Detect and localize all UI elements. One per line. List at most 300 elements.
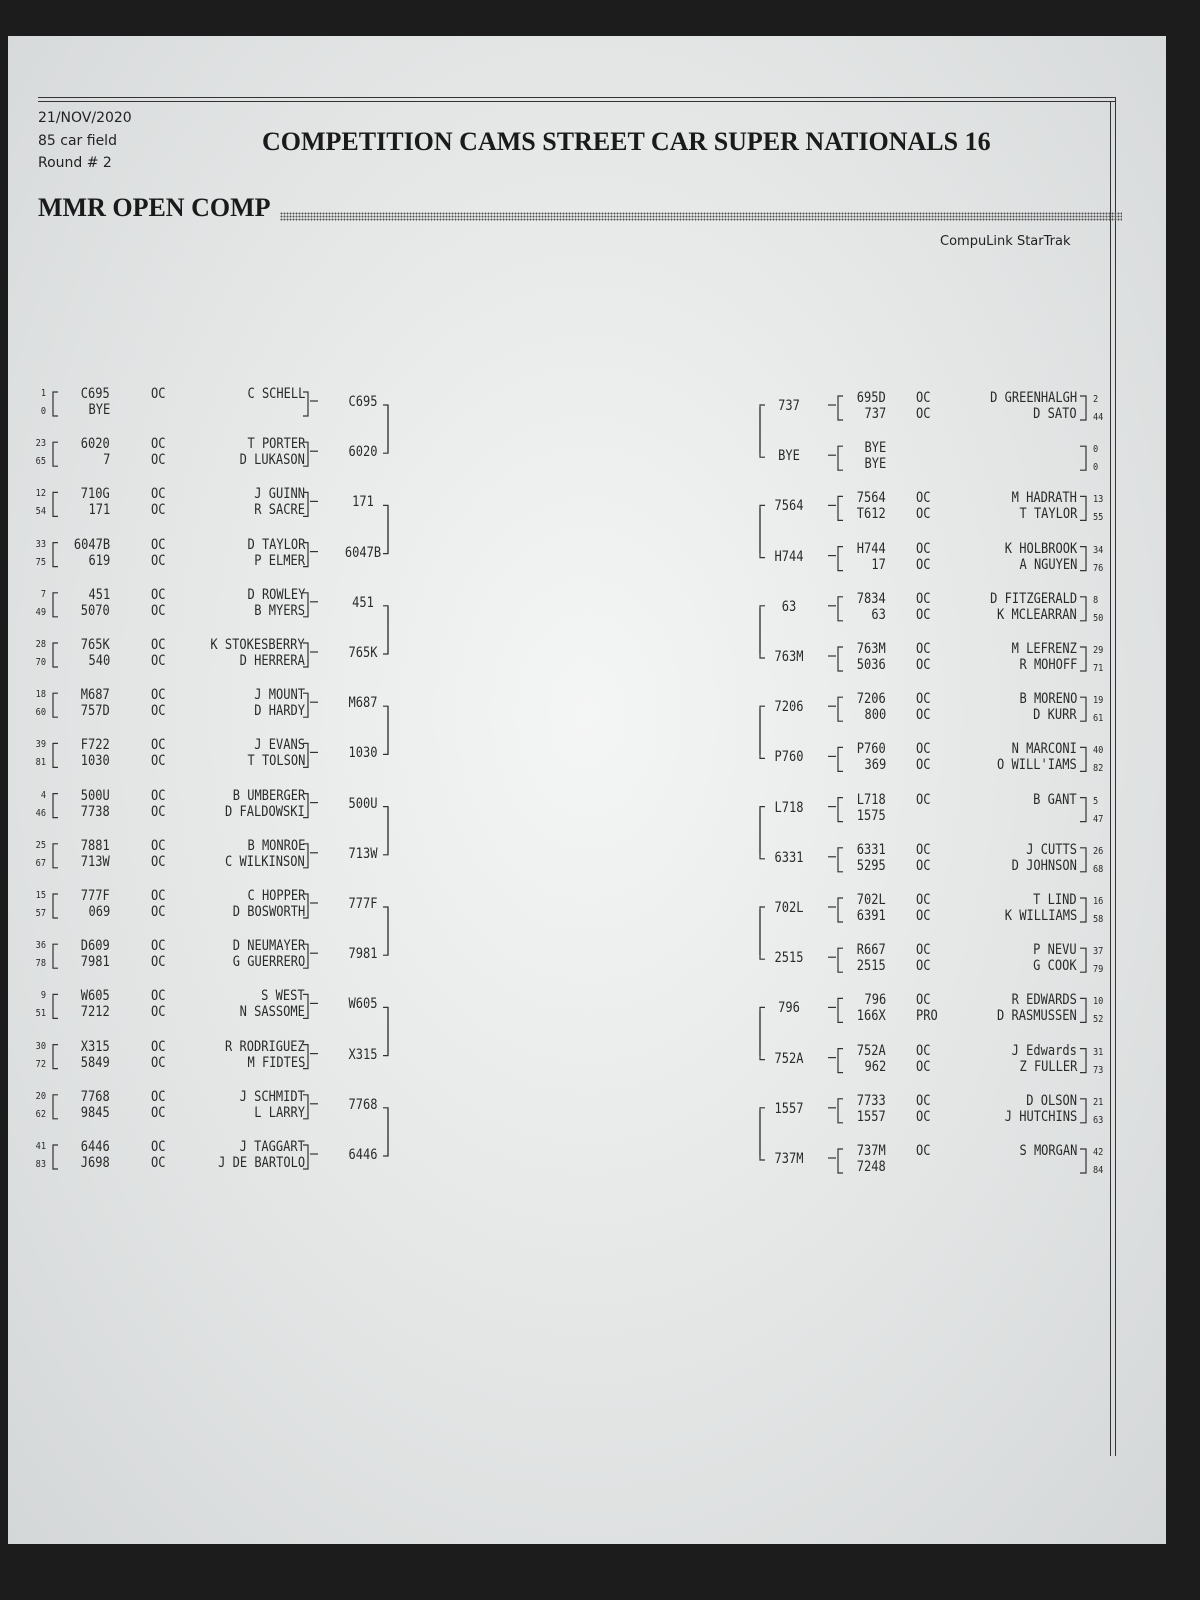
class-code: OC bbox=[151, 1038, 166, 1055]
round-winner: 1557 bbox=[774, 1100, 804, 1117]
class-code: OC bbox=[916, 857, 931, 874]
pair-bracket bbox=[303, 593, 308, 617]
round-winner: 7768 bbox=[348, 1096, 378, 1113]
next-round-bracket bbox=[760, 1010, 765, 1060]
car-number: D609 bbox=[81, 938, 110, 955]
round-winner: 6047B bbox=[344, 544, 382, 561]
seed-bracket bbox=[1080, 697, 1086, 721]
seed-bracket bbox=[53, 1145, 58, 1169]
seed-number: 2 bbox=[1093, 394, 1099, 405]
driver-name: T TOLSON bbox=[247, 753, 305, 770]
seed-number: 44 bbox=[1093, 412, 1104, 423]
seed-bracket bbox=[53, 442, 58, 466]
seed-number: 60 bbox=[35, 707, 46, 719]
seed-number: 40 bbox=[1093, 745, 1104, 757]
round-winner: BYE bbox=[778, 448, 800, 465]
class-code: OC bbox=[151, 502, 166, 519]
seed-number: 46 bbox=[35, 807, 46, 819]
class-code: OC bbox=[916, 908, 931, 924]
car-number: 7212 bbox=[81, 1004, 110, 1021]
seed-number: 10 bbox=[1093, 996, 1104, 1008]
seed-number: 19 bbox=[1093, 695, 1104, 707]
next-round-bracket bbox=[383, 405, 388, 453]
seed-number: 15 bbox=[35, 890, 46, 901]
next-round-bracket bbox=[760, 1007, 765, 1055]
seed-number: 13 bbox=[1093, 494, 1104, 506]
seed-number: 33 bbox=[35, 538, 46, 550]
car-number: 710G bbox=[81, 486, 110, 503]
pair-bracket bbox=[838, 948, 843, 972]
next-round-bracket bbox=[383, 606, 388, 654]
next-round-bracket bbox=[760, 505, 765, 553]
driver-name: P ELMER bbox=[254, 552, 305, 569]
seed-number: 72 bbox=[35, 1058, 46, 1070]
class-code: OC bbox=[151, 737, 166, 754]
seed-bracket bbox=[53, 794, 58, 818]
seed-bracket bbox=[1080, 1049, 1086, 1073]
round-winner: 777F bbox=[348, 896, 378, 912]
driver-name: C WILKINSON bbox=[225, 853, 305, 870]
class-code: OC bbox=[151, 436, 166, 453]
car-number: 7733 bbox=[857, 1092, 886, 1109]
car-number: 451 bbox=[88, 586, 110, 603]
class-title: MMR OPEN COMP bbox=[38, 193, 271, 222]
seed-bracket bbox=[53, 844, 58, 868]
next-round-bracket bbox=[760, 608, 765, 658]
car-number: 6020 bbox=[81, 436, 110, 453]
seed-number: 29 bbox=[1093, 645, 1104, 656]
pair-bracket bbox=[303, 392, 308, 416]
round-winner: 702L bbox=[774, 900, 804, 916]
class-code: OC bbox=[916, 892, 931, 908]
car-number: 737 bbox=[864, 406, 886, 422]
seed-bracket bbox=[53, 894, 58, 918]
driver-name: K WILLIAMS bbox=[1004, 908, 1077, 924]
next-round-bracket bbox=[383, 606, 388, 654]
car-number: 777F bbox=[81, 888, 110, 904]
seed-number: 83 bbox=[35, 1159, 46, 1170]
driver-name: A NGUYEN bbox=[1019, 556, 1077, 573]
seed-number: 73 bbox=[1093, 1064, 1104, 1076]
car-number: 2515 bbox=[857, 958, 886, 975]
class-code: OC bbox=[151, 653, 166, 669]
class-code: OC bbox=[151, 803, 166, 820]
event-date: 21/NOV/2020 bbox=[38, 110, 132, 126]
pair-bracket bbox=[303, 643, 308, 667]
round-winner: 765K bbox=[348, 645, 378, 661]
class-code: OC bbox=[916, 1143, 931, 1159]
car-number: 6331 bbox=[857, 841, 886, 858]
class-code: OC bbox=[916, 791, 931, 808]
round-winner: 500U bbox=[348, 795, 378, 812]
driver-name: D FALDOWSKI bbox=[225, 803, 305, 820]
class-code: OC bbox=[916, 506, 931, 523]
seed-bracket bbox=[1080, 396, 1086, 420]
seed-bracket bbox=[53, 994, 58, 1018]
seed-number: 16 bbox=[1093, 896, 1104, 907]
seed-number: 57 bbox=[35, 908, 46, 919]
car-number: 765K bbox=[81, 637, 110, 653]
class-code: OC bbox=[151, 753, 166, 770]
class-code: OC bbox=[151, 602, 166, 619]
class-code: OC bbox=[151, 386, 166, 402]
software-credit: CompuLink StarTrak bbox=[940, 234, 1071, 249]
seed-number: 68 bbox=[1093, 863, 1104, 875]
driver-name: D FITZGERALD bbox=[990, 590, 1077, 607]
pair-bracket bbox=[303, 543, 308, 567]
class-code: OC bbox=[916, 1058, 931, 1075]
seed-number: 62 bbox=[35, 1108, 46, 1120]
round-winner: 6331 bbox=[774, 849, 804, 866]
class-code: OC bbox=[916, 641, 931, 657]
class-code: OC bbox=[151, 853, 166, 870]
next-round-bracket bbox=[760, 809, 765, 859]
car-number: 171 bbox=[88, 502, 110, 519]
seed-number: 20 bbox=[35, 1090, 46, 1102]
car-number: 7206 bbox=[857, 691, 886, 708]
seed-bracket bbox=[1080, 496, 1086, 520]
seed-number: 49 bbox=[35, 606, 46, 618]
driver-name: R EDWARDS bbox=[1011, 992, 1077, 1009]
driver-name: D LUKASON bbox=[239, 452, 305, 469]
pair-bracket bbox=[303, 1095, 308, 1119]
driver-name: D JOHNSON bbox=[1011, 857, 1077, 874]
round-number: Round # 2 bbox=[38, 155, 112, 171]
car-number: 713W bbox=[81, 853, 110, 870]
driver-name: B GANT bbox=[1033, 791, 1077, 808]
class-code: OC bbox=[916, 958, 931, 975]
car-number: W605 bbox=[81, 988, 110, 1005]
next-round-bracket bbox=[383, 907, 388, 955]
seed-bracket bbox=[1080, 747, 1086, 771]
class-code: OC bbox=[151, 1004, 166, 1021]
driver-name: M LEFRENZ bbox=[1011, 641, 1077, 657]
car-number: 6391 bbox=[857, 908, 886, 924]
class-code: OC bbox=[151, 637, 166, 653]
car-number: L718 bbox=[857, 791, 886, 808]
driver-name: B UMBERGER bbox=[232, 787, 305, 804]
seed-number: 51 bbox=[35, 1008, 46, 1020]
class-code: OC bbox=[151, 837, 166, 854]
car-number: 752A bbox=[857, 1042, 886, 1059]
driver-name: R RODRIGUEZ bbox=[225, 1038, 305, 1055]
car-number: 500U bbox=[81, 787, 110, 804]
next-round-bracket bbox=[383, 1007, 388, 1055]
seed-number: 75 bbox=[35, 556, 46, 568]
seed-number: 25 bbox=[35, 839, 46, 851]
driver-name: B MONROE bbox=[247, 837, 305, 854]
driver-name: J Edwards bbox=[1011, 1042, 1077, 1059]
seed-number: 0 bbox=[1093, 462, 1099, 474]
seed-bracket bbox=[1080, 898, 1086, 922]
next-round-bracket bbox=[383, 706, 388, 754]
class-code: OC bbox=[916, 390, 931, 406]
car-number: 166X bbox=[857, 1008, 886, 1025]
seed-number: 34 bbox=[1093, 544, 1104, 556]
next-round-bracket bbox=[383, 807, 388, 855]
car-number: 7564 bbox=[857, 490, 886, 507]
next-round-bracket bbox=[383, 506, 388, 554]
next-round-bracket bbox=[760, 1108, 765, 1156]
round-winner: 713W bbox=[348, 845, 378, 862]
seed-number: 23 bbox=[35, 438, 46, 450]
car-number: 702L bbox=[857, 892, 886, 908]
seed-number: 50 bbox=[1093, 612, 1104, 624]
seed-number: 78 bbox=[35, 958, 46, 970]
car-number: 6446 bbox=[81, 1139, 110, 1155]
seed-bracket bbox=[53, 492, 58, 516]
pair-bracket bbox=[303, 844, 308, 868]
class-code: OC bbox=[916, 1042, 931, 1059]
car-number: 540 bbox=[88, 653, 110, 669]
class-code: OC bbox=[916, 540, 931, 557]
round-winner: 752A bbox=[774, 1050, 804, 1067]
seed-number: 42 bbox=[1093, 1147, 1104, 1158]
driver-name: K STOKESBERRY bbox=[210, 637, 305, 653]
driver-name: J SCHMIDT bbox=[239, 1088, 305, 1105]
driver-name: Z FULLER bbox=[1019, 1058, 1077, 1075]
seed-bracket bbox=[1080, 647, 1086, 671]
pair-bracket bbox=[838, 1049, 843, 1073]
driver-name: D RASMUSSEN bbox=[997, 1008, 1077, 1025]
next-round-bracket bbox=[760, 807, 765, 855]
seed-number: 47 bbox=[1093, 813, 1104, 825]
next-round-bracket bbox=[383, 1108, 388, 1156]
car-number: 7981 bbox=[81, 954, 110, 971]
round-winner: 63 bbox=[781, 598, 797, 615]
car-number: BYE bbox=[864, 440, 886, 457]
next-round-bracket bbox=[383, 807, 388, 855]
driver-name: J DE BARTOLO bbox=[218, 1155, 305, 1171]
driver-name: D HARDY bbox=[254, 703, 305, 720]
driver-name: D OLSON bbox=[1026, 1092, 1077, 1109]
driver-name: D TAYLOR bbox=[247, 536, 305, 553]
class-code: OC bbox=[916, 707, 931, 724]
class-code: OC bbox=[151, 1054, 166, 1071]
driver-name: N MARCONI bbox=[1011, 741, 1077, 758]
next-round-bracket bbox=[760, 405, 765, 453]
car-number: 6047B bbox=[73, 536, 110, 553]
seed-bracket bbox=[53, 693, 58, 717]
car-number: 800 bbox=[864, 707, 886, 724]
car-number: 757D bbox=[81, 703, 110, 720]
car-number: 7738 bbox=[81, 803, 110, 820]
round-winner: 6020 bbox=[348, 444, 378, 461]
field-size: 85 car field bbox=[38, 133, 117, 149]
seed-number: 37 bbox=[1093, 946, 1104, 958]
seed-number: 67 bbox=[35, 857, 46, 869]
driver-name: D HERRERA bbox=[239, 653, 305, 669]
round-winner: 171 bbox=[352, 494, 374, 511]
driver-name: O WILL'IAMS bbox=[997, 757, 1077, 774]
round-winner: 796 bbox=[778, 1000, 800, 1017]
car-number: R667 bbox=[857, 942, 886, 959]
seed-number: 21 bbox=[1093, 1096, 1104, 1108]
pair-bracket bbox=[303, 1045, 308, 1069]
seed-number: 36 bbox=[35, 940, 46, 952]
driver-name: C SCHELL bbox=[247, 386, 305, 402]
driver-name: S MORGAN bbox=[1019, 1143, 1077, 1159]
car-number: F722 bbox=[81, 737, 110, 754]
driver-name: J TAGGART bbox=[239, 1139, 305, 1155]
pair-bracket bbox=[303, 794, 308, 818]
seed-number: 12 bbox=[35, 488, 46, 500]
car-number: J698 bbox=[81, 1155, 110, 1171]
car-number: 069 bbox=[88, 904, 110, 920]
seed-bracket bbox=[53, 593, 58, 617]
car-number: 5849 bbox=[81, 1054, 110, 1071]
seed-number: 71 bbox=[1093, 663, 1104, 674]
seed-number: 0 bbox=[40, 406, 46, 417]
next-round-bracket bbox=[383, 405, 388, 453]
pair-bracket bbox=[303, 894, 308, 918]
seed-number: 58 bbox=[1093, 914, 1104, 925]
pair-bracket bbox=[838, 747, 843, 771]
car-number: 5070 bbox=[81, 602, 110, 619]
driver-name: T TAYLOR bbox=[1019, 506, 1077, 523]
car-number: 695D bbox=[857, 390, 886, 406]
class-code: OC bbox=[151, 888, 166, 904]
car-number: 7768 bbox=[81, 1088, 110, 1105]
driver-name: S WEST bbox=[261, 988, 305, 1005]
round-winner: M687 bbox=[348, 695, 378, 712]
seed-number: 52 bbox=[1093, 1014, 1104, 1026]
seed-number: 54 bbox=[35, 506, 46, 518]
class-code: OC bbox=[916, 741, 931, 758]
driver-name: G GUERRERO bbox=[232, 954, 305, 971]
class-code: OC bbox=[151, 787, 166, 804]
class-code: OC bbox=[151, 954, 166, 971]
pair-bracket bbox=[303, 743, 308, 767]
seed-number: 28 bbox=[35, 639, 46, 650]
car-number: BYE bbox=[88, 402, 110, 418]
seed-number: 79 bbox=[1093, 964, 1104, 976]
seed-bracket bbox=[1080, 1099, 1086, 1123]
driver-name: D ROWLEY bbox=[247, 586, 305, 603]
round-winner: L718 bbox=[774, 799, 804, 816]
seed-number: 70 bbox=[35, 657, 46, 668]
driver-name: J GUINN bbox=[254, 486, 305, 503]
class-code: OC bbox=[151, 687, 166, 704]
class-code: OC bbox=[916, 406, 931, 422]
next-round-bracket bbox=[383, 907, 388, 955]
pair-bracket bbox=[838, 647, 843, 671]
seed-bracket bbox=[1080, 597, 1086, 621]
seed-number: 4 bbox=[40, 789, 46, 801]
car-number: 9845 bbox=[81, 1104, 110, 1121]
class-code: OC bbox=[151, 452, 166, 469]
round-winner: P760 bbox=[774, 749, 804, 766]
class-code: OC bbox=[151, 1139, 166, 1155]
car-number: BYE bbox=[864, 456, 886, 473]
driver-name: L LARRY bbox=[254, 1104, 305, 1121]
class-code: OC bbox=[151, 1155, 166, 1171]
class-code: OC bbox=[916, 1092, 931, 1109]
pair-bracket bbox=[838, 798, 843, 822]
seed-bracket bbox=[1080, 998, 1086, 1022]
round-winner: 763M bbox=[774, 649, 804, 665]
seed-number: 0 bbox=[1093, 444, 1099, 456]
seed-number: 8 bbox=[1093, 594, 1099, 606]
seed-number: 18 bbox=[35, 689, 46, 701]
driver-name: J HUTCHINS bbox=[1004, 1108, 1077, 1125]
class-code: OC bbox=[916, 556, 931, 573]
car-number: 7248 bbox=[857, 1159, 886, 1175]
class-code: OC bbox=[916, 1108, 931, 1125]
pair-bracket bbox=[838, 496, 843, 520]
car-number: 763M bbox=[857, 641, 886, 657]
pair-bracket bbox=[838, 396, 843, 420]
class-code: OC bbox=[916, 691, 931, 708]
class-code: OC bbox=[916, 942, 931, 959]
driver-name: B MORENO bbox=[1019, 691, 1077, 708]
next-round-bracket bbox=[760, 508, 765, 558]
seed-number: 39 bbox=[35, 739, 46, 751]
round-winner: 1030 bbox=[348, 745, 378, 762]
driver-name: N SASSOME bbox=[239, 1004, 305, 1021]
driver-name: K MCLEARRAN bbox=[997, 606, 1077, 623]
car-number: 1557 bbox=[857, 1108, 886, 1125]
class-code: OC bbox=[151, 552, 166, 569]
seed-bracket bbox=[1080, 446, 1086, 470]
seed-bracket bbox=[53, 944, 58, 968]
next-round-bracket bbox=[760, 706, 765, 754]
class-code: OC bbox=[151, 1088, 166, 1105]
next-round-bracket bbox=[760, 907, 765, 955]
car-number: 737M bbox=[857, 1143, 886, 1159]
car-number: 1575 bbox=[857, 807, 886, 824]
class-code: OC bbox=[151, 938, 166, 955]
pair-bracket bbox=[838, 597, 843, 621]
seed-number: 31 bbox=[1093, 1046, 1104, 1058]
seed-bracket bbox=[53, 643, 58, 667]
driver-name: D NEUMAYER bbox=[232, 938, 305, 955]
driver-name: G COOK bbox=[1033, 958, 1077, 975]
class-code: OC bbox=[916, 841, 931, 858]
car-number: 962 bbox=[864, 1058, 886, 1075]
driver-name: M HADRATH bbox=[1011, 490, 1077, 507]
seed-number: 41 bbox=[35, 1141, 46, 1152]
next-round-bracket bbox=[760, 708, 765, 758]
class-code: OC bbox=[151, 1104, 166, 1121]
driver-name: B MYERS bbox=[254, 602, 305, 619]
next-round-bracket bbox=[760, 1110, 765, 1160]
round-winner: C695 bbox=[348, 394, 378, 410]
driver-name: R SACRE bbox=[254, 502, 305, 519]
pair-bracket bbox=[303, 693, 308, 717]
next-round-bracket bbox=[383, 505, 388, 553]
class-code: OC bbox=[151, 586, 166, 603]
seed-number: 63 bbox=[1093, 1114, 1104, 1126]
car-number: 63 bbox=[871, 606, 886, 623]
car-number: 5295 bbox=[857, 857, 886, 874]
car-number: 5036 bbox=[857, 657, 886, 673]
driver-name: P NEVU bbox=[1033, 942, 1077, 959]
car-number: 619 bbox=[88, 552, 110, 569]
round-winner: 2515 bbox=[774, 950, 804, 967]
car-number: M687 bbox=[81, 687, 110, 704]
seed-bracket bbox=[53, 743, 58, 767]
car-number: 7 bbox=[102, 452, 110, 469]
class-code: OC bbox=[916, 606, 931, 623]
class-code: OC bbox=[151, 904, 166, 920]
car-number: 1030 bbox=[81, 753, 110, 770]
car-number: P760 bbox=[857, 741, 886, 758]
next-round-bracket bbox=[760, 407, 765, 457]
next-round-bracket bbox=[760, 909, 765, 959]
class-code: OC bbox=[151, 988, 166, 1005]
car-number: 369 bbox=[864, 757, 886, 774]
